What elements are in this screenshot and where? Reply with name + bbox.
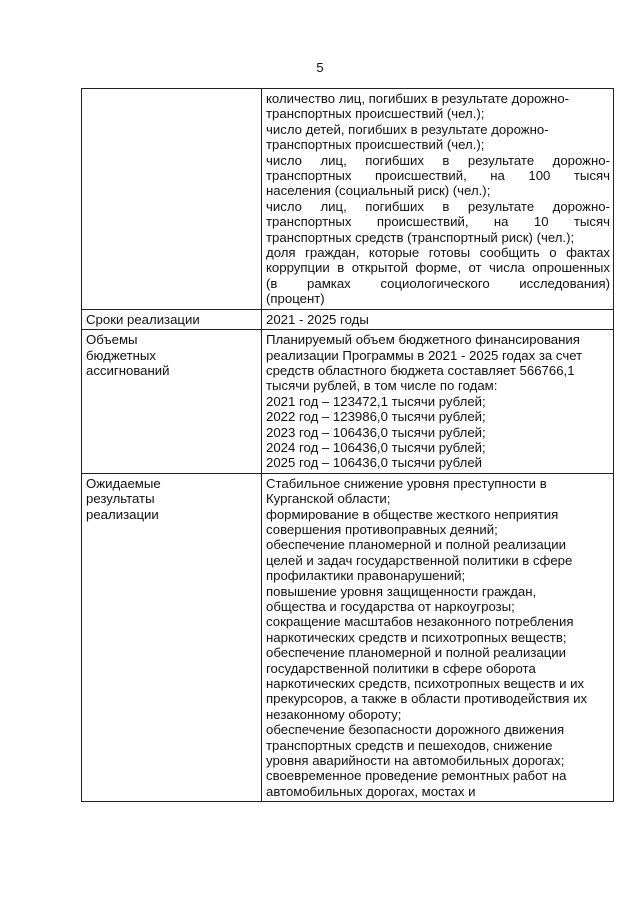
content-line: количество лиц, погибших в результате дорожно- [266, 91, 570, 106]
table-row [82, 473, 614, 802]
row-label-cell [82, 330, 262, 474]
content-line: наркотических средств, психотропных веществ и их [266, 676, 585, 692]
row-label-line: Сроки реализации [86, 311, 200, 327]
content-line: число лиц, погибших в результате дорожно- [266, 152, 610, 168]
content-line: транспортных происшествий (чел.); [266, 137, 485, 153]
content-line: 2021 год – 123472,1 тысячи рублей; [266, 393, 486, 409]
row-content-cell [262, 309, 614, 329]
row-label-line: результаты [86, 491, 155, 507]
row-label-line: реализации [86, 506, 159, 522]
content-line: общества и государства от наркоугрозы; [266, 599, 515, 614]
row-label-cell [82, 89, 262, 310]
content-line: 2022 год – 123986,0 тысячи рублей; [266, 409, 486, 425]
content-line: Курганской области; [266, 491, 391, 507]
content-line: прекурсоров, а также в области противодействия их [266, 691, 588, 707]
content-line: целей и задач государственной политики в сфере [266, 552, 573, 568]
content-line: совершения противоправных деяний; [266, 521, 498, 537]
content-line: автомобильных дорогах, мостах и [266, 783, 476, 799]
content-line: (в рамках социологического исследования) [266, 275, 610, 291]
content-line: обеспечение безопасности дорожного движения [266, 722, 565, 738]
row-label-line: ассигнований [86, 362, 170, 378]
page-number: 5 [316, 60, 324, 75]
content-line: Планируемый объем бюджетного финансирования [266, 332, 580, 348]
content-line: наркотических средств и психотропных веществ; [266, 629, 567, 645]
content-line: транспортных происшествий (чел.); [266, 106, 485, 122]
content-line: незаконному обороту; [266, 706, 402, 722]
content-line: повышение уровня защищенности граждан, [266, 583, 537, 599]
table-row [82, 309, 614, 329]
content-line: тысячи рублей, в том числе по годам: [266, 378, 498, 394]
content-line: сокращение масштабов незаконного потребления [266, 614, 574, 630]
content-line: реализации Программы в 2021 - 2025 годах за счет [266, 347, 583, 363]
row-label-line: Ожидаемые [86, 475, 161, 491]
content-line: коррупции в открытой форме, от числа опрошенных [266, 260, 610, 276]
content-line: 2023 год – 106436,0 тысячи рублей; [266, 424, 486, 440]
row-content-cell [262, 330, 614, 474]
row-content-cell [262, 89, 614, 310]
content-line: 2025 год – 106436,0 тысячи рублей [266, 455, 483, 471]
content-line: число лиц, погибших в результате дорожно- [266, 198, 610, 214]
content-line: транспортных происшествий, на 100 тысяч [266, 168, 610, 184]
table-row [82, 330, 614, 474]
content-line: доля граждан, которые готовы сообщить о фактах [266, 245, 610, 261]
content-line: обеспечение планомерной и полной реализации [266, 537, 567, 553]
row-label-cell [82, 473, 262, 802]
content-line: 2024 год – 106436,0 тысячи рублей; [266, 439, 486, 455]
content-line: уровня аварийности на автомобильных дорогах; [266, 753, 565, 769]
content-line: число детей, погибших в результате дорожно- [266, 121, 549, 137]
row-label-line: Объемы [86, 332, 138, 348]
content-line: транспортных происшествий, на 10 тысяч [266, 214, 610, 230]
content-line: обеспечение планомерной и полной реализации [266, 645, 567, 661]
content-line: населения (социальный риск) (чел.); [266, 183, 491, 199]
content-line: профилактики правонарушений; [266, 568, 466, 584]
content-line: транспортных средств (транспортный риск) (чел.); [266, 229, 575, 245]
content-line: государственной политики в сфере оборота [266, 660, 536, 676]
row-label-cell [82, 309, 262, 329]
row-label-line: бюджетных [86, 347, 156, 363]
content-line: формирование в обществе жесткого неприятия [266, 506, 559, 522]
content-line: своевременное проведение ремонтных работ на [266, 768, 567, 784]
content-line: Стабильное снижение уровня преступности в [266, 475, 547, 491]
content-line: транспортных средств и пешеходов, снижение [266, 737, 553, 753]
content-line: средств областного бюджета составляет 566766,1 [266, 362, 575, 378]
table-row [82, 89, 614, 310]
row-content-cell [262, 473, 614, 802]
passport-table [81, 88, 614, 802]
content-line: (процент) [266, 291, 325, 307]
content-line: 2021 - 2025 годы [266, 311, 369, 327]
